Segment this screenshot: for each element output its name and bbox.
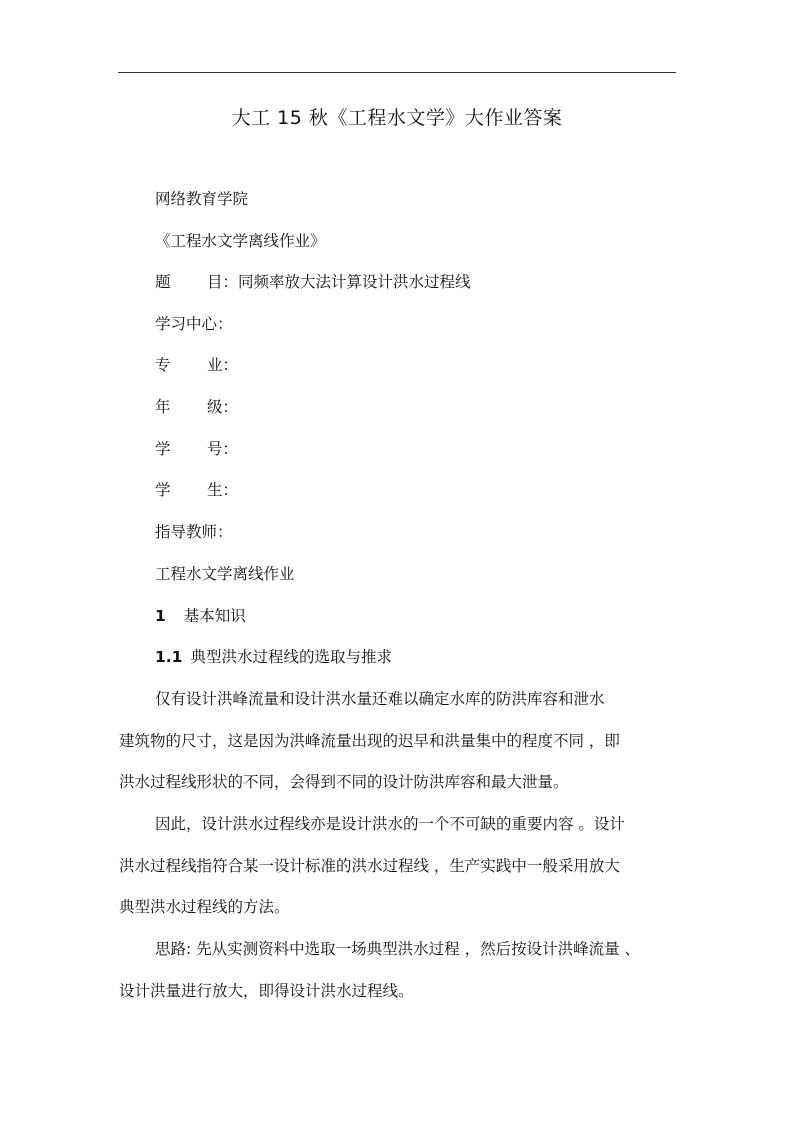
section-1-title: 基本知识 (183, 607, 246, 625)
paragraph-1-line-1: 仅有设计洪峰流量和设计洪水量还难以确定水库的防洪库容和泄水 (155, 690, 605, 708)
topic-label-b: 目： (207, 273, 239, 291)
study-center-line: 学习中心： (155, 315, 233, 333)
paragraph-2-line-1: 因此，设计洪水过程线亦是设计洪水的一个不可缺的重要内容 。设计 (155, 815, 625, 833)
student-line (155, 479, 238, 501)
course-assignment-line: 《工程水文学离线作业》 (155, 232, 326, 250)
paragraph-3-line-2: 设计洪量进行放大，即得设计洪水过程线。 (119, 982, 414, 1000)
section-1-1-title: 典型洪水过程线的选取与推求 (190, 648, 392, 666)
section-1-1-number: 1.1 (155, 648, 183, 666)
student-label-a: 学 (155, 481, 171, 499)
section-1-1-heading (155, 646, 392, 668)
grade-label-a: 年 (155, 398, 171, 416)
major-line (155, 354, 238, 376)
paragraph-1-line-3: 洪水过程线形状的不同，会得到不同的设计防洪库容和最大泄量。 (119, 773, 569, 791)
document-title: 大工 15 秋《工程水文学》大作业答案 (231, 107, 563, 129)
school-line: 网络教育学院 (155, 190, 249, 208)
section-1-number: 1 (155, 607, 166, 625)
major-label-b: 业： (207, 356, 239, 374)
teacher-line: 指导教师： (155, 523, 233, 541)
grade-line (155, 396, 238, 418)
student-id-label-b: 号： (207, 440, 239, 458)
student-label-b: 生： (207, 481, 239, 499)
paragraph-1-line-2: 建筑物的尺寸，这是因为洪峰流量出现的迟早和洪量集中的程度不同 ，即 (119, 732, 620, 750)
paragraph-2-line-3: 典型洪水过程线的方法。 (119, 898, 290, 916)
student-id-line (155, 438, 238, 460)
topic-value: 同频率放大法计算设计洪水过程线 (238, 273, 471, 291)
header-rule (118, 72, 676, 73)
topic-label-a: 题 (155, 273, 171, 291)
paragraph-3-line-1: 思路: 先从实测资料中选取一场典型洪水过程 ，然后按设计洪峰流量 、 (155, 940, 641, 958)
grade-label-b: 级： (207, 398, 239, 416)
student-id-label-a: 学 (155, 440, 171, 458)
section-heading: 工程水文学离线作业 (155, 565, 295, 583)
section-1-heading (155, 605, 246, 627)
major-label-a: 专 (155, 356, 171, 374)
paragraph-2-line-2: 洪水过程线指符合某一设计标准的洪水过程线 ，生产实践中一般采用放大 (119, 857, 620, 875)
topic-line (155, 271, 471, 293)
